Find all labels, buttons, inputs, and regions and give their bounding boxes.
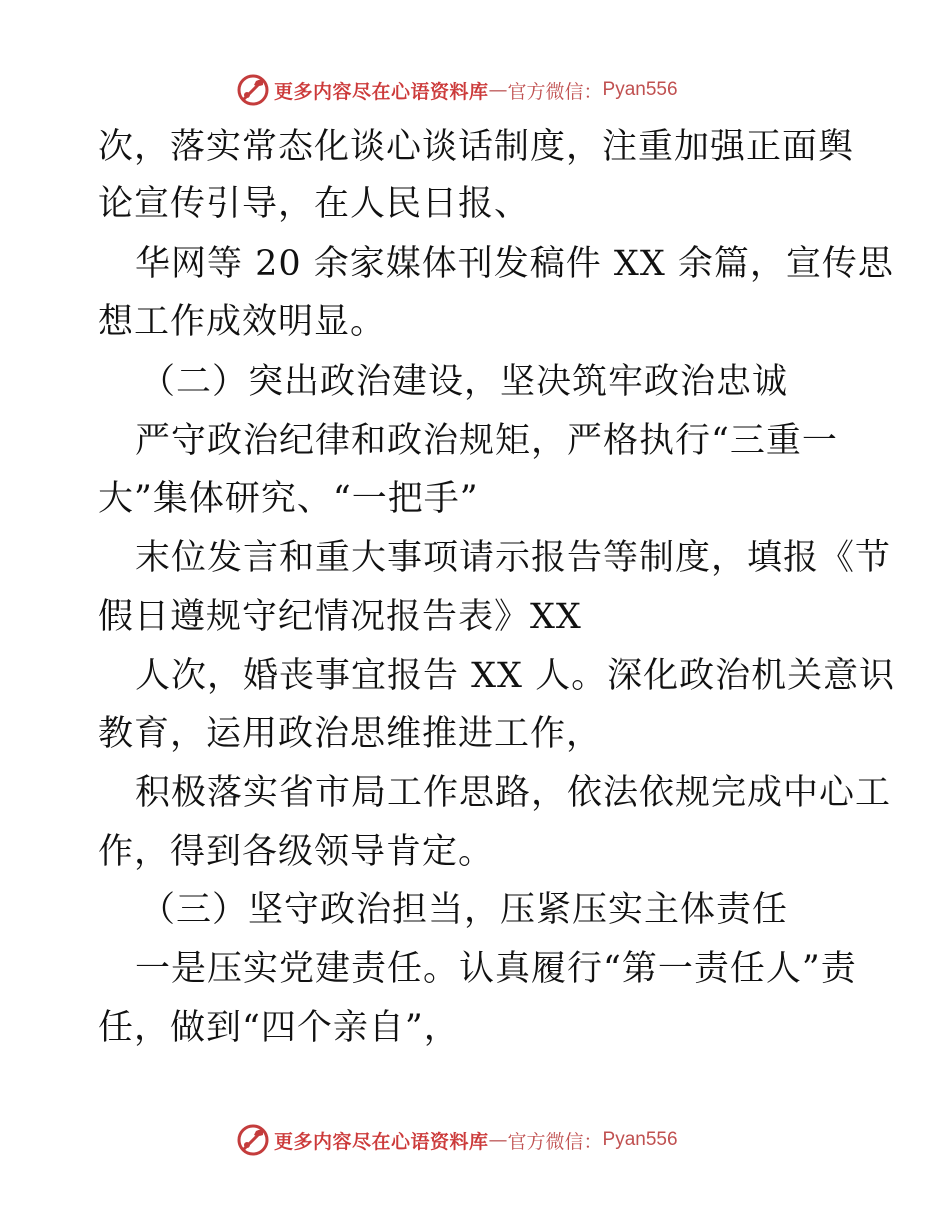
banner-official-label: 官方微信： xyxy=(507,80,603,103)
banner-wechat-id: Pyan556 xyxy=(602,1129,678,1150)
body-line-16: 任，做到“四个亲自”， xyxy=(98,1008,460,1048)
section-heading-2: （二）突出政治建设，坚决筑牢政治忠诚 xyxy=(140,362,789,402)
body-line-4: 想工作成效明显。 xyxy=(98,302,387,342)
body-line-9: 假日遵规守纪情况报告表》XX xyxy=(98,597,582,637)
banner-main-text: 更多内容尽在心语资料库 xyxy=(274,1130,489,1153)
banner-main-text: 更多内容尽在心语资料库 xyxy=(274,80,489,103)
banner-dash: — xyxy=(488,79,508,101)
body-line-8: 末位发言和重大事项请示报告等制度，填报《节 xyxy=(135,538,892,578)
quill-pen-seal-icon xyxy=(236,1123,270,1157)
section-heading-3: （三）坚守政治担当，压紧压实主体责任 xyxy=(140,890,789,930)
body-line-10: 人次，婚丧事宜报告 XX 人。深化政治机关意识 xyxy=(135,656,896,696)
footer-banner xyxy=(236,1120,716,1160)
body-line-13: 作，得到各级领导肯定。 xyxy=(98,832,495,872)
banner-official-label: 官方微信： xyxy=(507,1130,603,1153)
banner-dash: — xyxy=(488,1129,508,1151)
body-line-3: 华网等 20 余家媒体刊发稿件 XX 余篇，宣传思 xyxy=(135,244,894,284)
body-line-7: 大”集体研究、“一把手” xyxy=(98,479,479,519)
body-line-1: 次，落实常态化谈心谈话制度，注重加强正面舆 xyxy=(98,127,855,167)
body-line-6: 严守政治纪律和政治规矩，严格执行“三重一 xyxy=(135,421,838,461)
body-line-2: 论宣传引导，在人民日报、 xyxy=(98,184,531,224)
header-banner xyxy=(236,70,716,110)
body-line-15: 一是压实党建责任。认真履行“第一责任人”责 xyxy=(135,949,857,989)
banner-wechat-id: Pyan556 xyxy=(602,79,678,100)
body-line-11: 教育，运用政治思维推进工作， xyxy=(98,714,603,754)
quill-pen-seal-icon xyxy=(236,73,270,107)
body-line-12: 积极落实省市局工作思路，依法依规完成中心工 xyxy=(135,773,892,813)
